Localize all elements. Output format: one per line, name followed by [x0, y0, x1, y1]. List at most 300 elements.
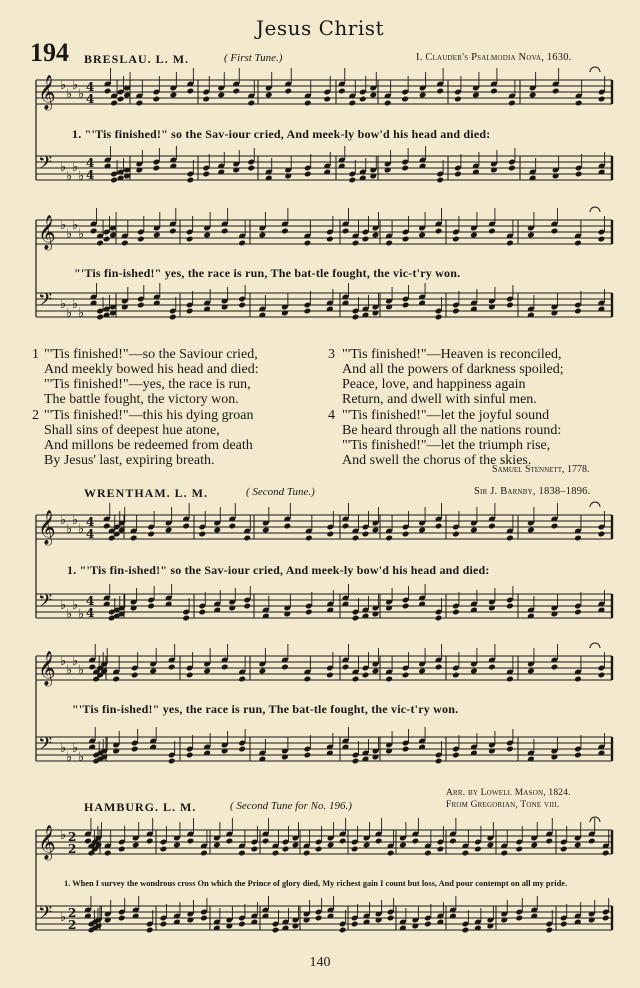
note-head [530, 842, 538, 849]
note-head [281, 228, 289, 235]
note-head [436, 177, 444, 184]
note-head [560, 921, 568, 928]
verse-line: Shall sins of deepest hue atone, [44, 423, 220, 438]
note-head [118, 846, 126, 853]
note-head [169, 314, 177, 321]
note-head [200, 850, 208, 857]
note-head [238, 240, 246, 247]
tune-name-wrentham: WRENTHAM. L. M. [84, 486, 208, 500]
note-head [160, 846, 168, 853]
note-head [200, 915, 208, 922]
time-signature: 2 [68, 918, 77, 932]
note-head [551, 664, 559, 671]
note-head [506, 746, 514, 753]
hamburg-system-1-bass-clef: 𝄢 [38, 903, 53, 928]
note-head [560, 846, 568, 853]
flat-sign: ♭ [60, 654, 67, 669]
note-head [348, 100, 356, 107]
note-head [342, 228, 350, 235]
note-head [598, 96, 606, 103]
note-head [452, 752, 460, 759]
note-head [187, 88, 195, 95]
note-head [130, 535, 138, 542]
note-head [418, 527, 426, 534]
tune-name-breslau: BRESLAU. L. M. [84, 52, 190, 66]
note-head [262, 838, 270, 845]
note-head [186, 672, 194, 679]
note-head [187, 838, 195, 845]
note-head [339, 927, 347, 934]
breslau-system-1-bass-clef: 𝄢 [38, 153, 53, 178]
note-head [104, 850, 112, 857]
note-head [121, 240, 129, 247]
flat-sign: ♭ [78, 607, 85, 622]
flat-sign: ♭ [60, 513, 67, 528]
note-head [251, 846, 259, 853]
note-head [305, 535, 313, 542]
time-signature: 4 [86, 527, 95, 541]
note-head [221, 664, 229, 671]
hymn-number: 194 [30, 38, 69, 67]
note-head [352, 758, 360, 765]
time-signature: 4 [86, 606, 95, 620]
flat-sign: ♭ [66, 227, 73, 242]
note-head [402, 236, 410, 243]
flat-sign: ♭ [60, 598, 67, 613]
note-head [545, 838, 553, 845]
note-head [103, 523, 111, 530]
lyric-line-wrentham-1: 1. "'Tis fin-ished!" so the Sav-iour cried, And meek-ly bow'd his head and died: [67, 563, 490, 577]
note-head [228, 523, 236, 530]
time-signature: 4 [86, 80, 95, 94]
note-head [247, 165, 255, 172]
note-head [304, 240, 312, 247]
verse-line: And millons be redeemed from death [44, 438, 253, 453]
note-head [203, 668, 211, 675]
verse-line: And meekly bowed his head and died: [44, 362, 259, 377]
note-head [186, 308, 194, 315]
note-head [342, 664, 350, 671]
note-head [352, 535, 360, 542]
note-head [402, 603, 410, 610]
wrentham-system-1-bass-clef: 𝄢 [38, 591, 53, 616]
note-head [131, 746, 139, 753]
note-head [506, 603, 514, 610]
time-signature: 4 [86, 168, 95, 182]
tune-note-breslau: ( First Tune.) [224, 52, 283, 64]
note-head [401, 165, 409, 172]
lyric-line-breslau-1: 1. "'Tis finished!" so the Sav-iour cried, And meek-ly bow'd his head and died: [72, 127, 491, 141]
note-head [362, 531, 370, 538]
verse-number: 3 [328, 347, 335, 362]
note-head [182, 523, 190, 530]
flat-sign: ♭ [78, 87, 85, 102]
time-signature: 4 [86, 156, 95, 170]
note-head [153, 232, 161, 239]
note-head [202, 96, 210, 103]
note-head [338, 88, 346, 95]
note-head [326, 672, 334, 679]
note-head [352, 676, 360, 683]
note-head [401, 96, 409, 103]
fermata [590, 67, 600, 72]
note-head [243, 603, 251, 610]
note-head [342, 523, 350, 530]
note-head [272, 850, 280, 857]
note-head [96, 314, 104, 321]
note-head [418, 668, 426, 675]
breslau-system-2-bass-clef: 𝄢 [38, 290, 53, 315]
note-head [575, 171, 583, 178]
note-head [470, 527, 478, 534]
note-head [369, 92, 377, 99]
note-head [574, 240, 582, 247]
note-head [385, 535, 393, 542]
flat-sign: ♭ [72, 741, 79, 756]
hamburg-system-1-treble-clef: 𝄞 [38, 825, 56, 860]
note-head [137, 236, 145, 243]
tune-source-hamburg-1: Arr. by Lowell Mason, 1824. [446, 788, 571, 798]
note-head [488, 523, 496, 530]
verse-number: 2 [32, 408, 39, 423]
fermata [590, 207, 600, 212]
verse-line: "'Tis finished!"—Heaven is reconciled, [342, 347, 562, 362]
breslau-system-2-treble-clef: 𝄞 [38, 215, 56, 250]
note-head [574, 842, 582, 849]
note-head [146, 927, 154, 934]
time-signature: 2 [68, 830, 77, 844]
flat-sign: ♭ [60, 828, 67, 843]
note-head [169, 228, 177, 235]
note-head [435, 314, 443, 321]
time-signature: 2 [68, 842, 77, 856]
flat-sign: ♭ [78, 227, 85, 242]
note-head [262, 527, 270, 534]
note-head [238, 302, 246, 309]
note-head [153, 96, 161, 103]
note-head [315, 846, 323, 853]
verse-1 [32, 347, 259, 407]
note-head [508, 165, 516, 172]
note-head [198, 531, 206, 538]
note-head [435, 758, 443, 765]
wrentham-system-2-treble-clef: 𝄞 [38, 651, 56, 686]
note-head [424, 921, 432, 928]
verse-line: And all the powers of darkness spoiled; [342, 362, 564, 377]
note-head [160, 921, 168, 928]
note-head [474, 846, 482, 853]
note-head [602, 850, 610, 857]
note-head [110, 177, 118, 184]
note-head [402, 746, 410, 753]
wrentham-system-2-bass-clef: 𝄢 [38, 734, 53, 759]
note-head [424, 850, 432, 857]
note-head [545, 927, 553, 934]
note-head [352, 615, 360, 622]
note-head [168, 758, 176, 765]
flat-sign: ♭ [72, 598, 79, 613]
note-head [147, 531, 155, 538]
flat-sign: ♭ [78, 750, 85, 765]
verse-number: 4 [328, 408, 335, 423]
wrentham-system-1-treble-clef: 𝄞 [38, 510, 56, 545]
note-head [490, 88, 498, 95]
verse-line: The battle fought, the victory won. [44, 392, 239, 407]
page-number: 140 [309, 955, 331, 970]
note-head [146, 838, 154, 845]
note-head [552, 88, 560, 95]
note-head [326, 236, 334, 243]
note-head [435, 664, 443, 671]
note-head [281, 664, 289, 671]
note-head [472, 92, 480, 99]
verse-4 [328, 408, 562, 468]
flat-sign: ♭ [66, 306, 73, 321]
tune-source-hamburg-2: From Gregorian, Tone viii. [446, 800, 560, 810]
note-head [506, 240, 514, 247]
note-head [247, 100, 255, 107]
note-head [259, 232, 267, 239]
note-head [598, 236, 606, 243]
fermata [590, 643, 600, 648]
note-head [103, 236, 111, 243]
note-head [452, 609, 460, 616]
note-head [304, 676, 312, 683]
note-head [203, 232, 211, 239]
note-head [454, 171, 462, 178]
verse-line: Be heard through all the nations round: [342, 423, 562, 438]
note-head [375, 838, 383, 845]
note-head [170, 92, 178, 99]
note-head [529, 92, 537, 99]
note-head [385, 676, 393, 683]
flat-sign: ♭ [78, 663, 85, 678]
note-head [363, 842, 371, 849]
note-head [173, 842, 181, 849]
note-head [384, 100, 392, 107]
note-head [506, 535, 514, 542]
note-head [488, 664, 496, 671]
note-head [327, 842, 335, 849]
note-head [104, 88, 112, 95]
note-head [153, 165, 161, 172]
flat-sign: ♭ [60, 218, 67, 233]
tune-note-hamburg: ( Second Tune for No. 196.) [230, 800, 352, 812]
note-head [303, 850, 311, 857]
note-head [362, 672, 370, 679]
breslau-system-1-treble-clef: 𝄞 [38, 75, 56, 110]
note-head [304, 308, 312, 315]
note-head [118, 915, 126, 922]
note-head [292, 842, 300, 849]
note-head [213, 527, 221, 534]
lyric-line-hamburg-1: 1. When I survey the wondrous cross On which the Prince of glory died, My richest gain I count but loss, And pour contempt on all my pride. [64, 879, 568, 888]
note-head [213, 842, 221, 849]
note-head [265, 92, 273, 99]
tune-source-wrentham: Sir J. Barnby, 1838–1896. [474, 486, 591, 497]
note-head [137, 302, 145, 309]
note-head [96, 240, 104, 247]
note-head [202, 171, 210, 178]
note-head [462, 850, 470, 857]
note-head [435, 523, 443, 530]
flat-sign: ♭ [60, 741, 67, 756]
note-head [470, 232, 478, 239]
note-head [574, 535, 582, 542]
note-head [418, 232, 426, 239]
lyric-line-breslau-2: "'Tis fin-ished!" yes, the race is run, The bat-tle fought, the vic-t'ry won. [74, 266, 461, 280]
note-head [412, 838, 420, 845]
flat-sign: ♭ [66, 522, 73, 537]
note-head [132, 842, 140, 849]
note-head [136, 100, 144, 107]
note-head [226, 838, 234, 845]
flat-sign: ♭ [78, 306, 85, 321]
note-head [351, 921, 359, 928]
note-head [462, 927, 470, 934]
note-head [187, 177, 195, 184]
verse-3 [328, 347, 564, 407]
verse-line: Return, and dwell with sinful men. [342, 392, 537, 407]
note-head [436, 88, 444, 95]
note-head [84, 838, 92, 845]
flat-sign: ♭ [60, 160, 67, 175]
note-head [575, 100, 583, 107]
note-head [527, 527, 535, 534]
flat-sign: ♭ [78, 169, 85, 184]
note-head [339, 838, 347, 845]
note-head [508, 100, 516, 107]
lyric-line-wrentham-2: "'Tis fin-ished!" yes, the race is run, The bat-tle fought, the vic-t'ry won. [72, 702, 459, 716]
note-head [217, 92, 225, 99]
note-head [437, 846, 445, 853]
note-head [449, 838, 457, 845]
note-head [574, 308, 582, 315]
note-head [238, 676, 246, 683]
note-head [304, 752, 312, 759]
note-head [435, 228, 443, 235]
verse-2 [32, 408, 254, 468]
flat-sign: ♭ [66, 607, 73, 622]
note-head [551, 523, 559, 530]
note-head [402, 302, 410, 309]
note-head [304, 100, 312, 107]
note-head [515, 846, 523, 853]
note-head [90, 228, 98, 235]
note-head [352, 240, 360, 247]
note-head [488, 228, 496, 235]
note-head [588, 838, 596, 845]
flat-sign: ♭ [72, 78, 79, 93]
note-head [238, 921, 246, 928]
note-head [362, 236, 370, 243]
flat-sign: ♭ [72, 160, 79, 175]
note-head [452, 672, 460, 679]
tune-note-wrentham: ( Second Tune.) [246, 486, 315, 498]
flat-sign: ♭ [60, 78, 67, 93]
verse-line: And swell the chorus of the skies. [342, 453, 532, 468]
note-head [323, 96, 331, 103]
note-head [165, 527, 173, 534]
note-head [326, 531, 334, 538]
note-head [304, 171, 312, 178]
time-signature: 4 [86, 594, 95, 608]
note-head [352, 314, 360, 321]
note-head [131, 672, 139, 679]
note-head [221, 228, 229, 235]
flat-sign: ♭ [72, 654, 79, 669]
flat-sign: ♭ [60, 297, 67, 312]
note-head [305, 609, 313, 616]
time-signature: 4 [86, 92, 95, 106]
note-head [574, 609, 582, 616]
note-head [399, 842, 407, 849]
note-head [359, 96, 367, 103]
note-head [243, 535, 251, 542]
note-head [387, 850, 395, 857]
note-head [470, 668, 478, 675]
note-head [182, 615, 190, 622]
note-head [238, 850, 246, 857]
note-head [435, 615, 443, 622]
note-head [385, 240, 393, 247]
verse-line: Peace, love, and happiness again [342, 377, 526, 392]
fermata [590, 502, 600, 507]
note-head [372, 232, 380, 239]
tune-source-breslau: I. Clauder's Psalmodia Nova, 1630. [416, 52, 572, 63]
note-head [500, 850, 508, 857]
verse-line: By Jesus' last, expiring breath. [44, 453, 215, 468]
flat-sign: ♭ [66, 87, 73, 102]
flat-sign: ♭ [72, 218, 79, 233]
note-head [487, 842, 495, 849]
note-head [574, 752, 582, 759]
note-head [149, 668, 157, 675]
flat-sign: ♭ [72, 513, 79, 528]
note-head [506, 676, 514, 683]
note-head [452, 531, 460, 538]
note-head [402, 672, 410, 679]
note-head [602, 915, 610, 922]
verse-line: "'Tis finished!"—so the Saviour cried, [44, 347, 258, 362]
note-head [574, 676, 582, 683]
note-head [259, 668, 267, 675]
verse-line: "'Tis finished!"—let the triumph rise, [342, 438, 551, 453]
note-head [272, 927, 280, 934]
note-head [284, 88, 292, 95]
note-head [387, 915, 395, 922]
note-head [372, 527, 380, 534]
tune-name-hamburg: HAMBURG. L. M. [84, 800, 197, 814]
note-head [452, 236, 460, 243]
flat-sign: ♭ [66, 750, 73, 765]
note-head [452, 308, 460, 315]
note-head [515, 915, 523, 922]
note-head [147, 603, 155, 610]
note-head [238, 746, 246, 753]
verse-number: 1 [32, 347, 39, 362]
flat-sign: ♭ [72, 297, 79, 312]
verse-line: "'Tis finished!"—this his dying groan [44, 408, 254, 423]
note-head [598, 531, 606, 538]
note-head [112, 676, 120, 683]
time-signature: 2 [68, 906, 77, 920]
note-head [551, 228, 559, 235]
note-head [372, 668, 380, 675]
note-head [527, 232, 535, 239]
note-head [419, 92, 427, 99]
note-head [283, 523, 291, 530]
